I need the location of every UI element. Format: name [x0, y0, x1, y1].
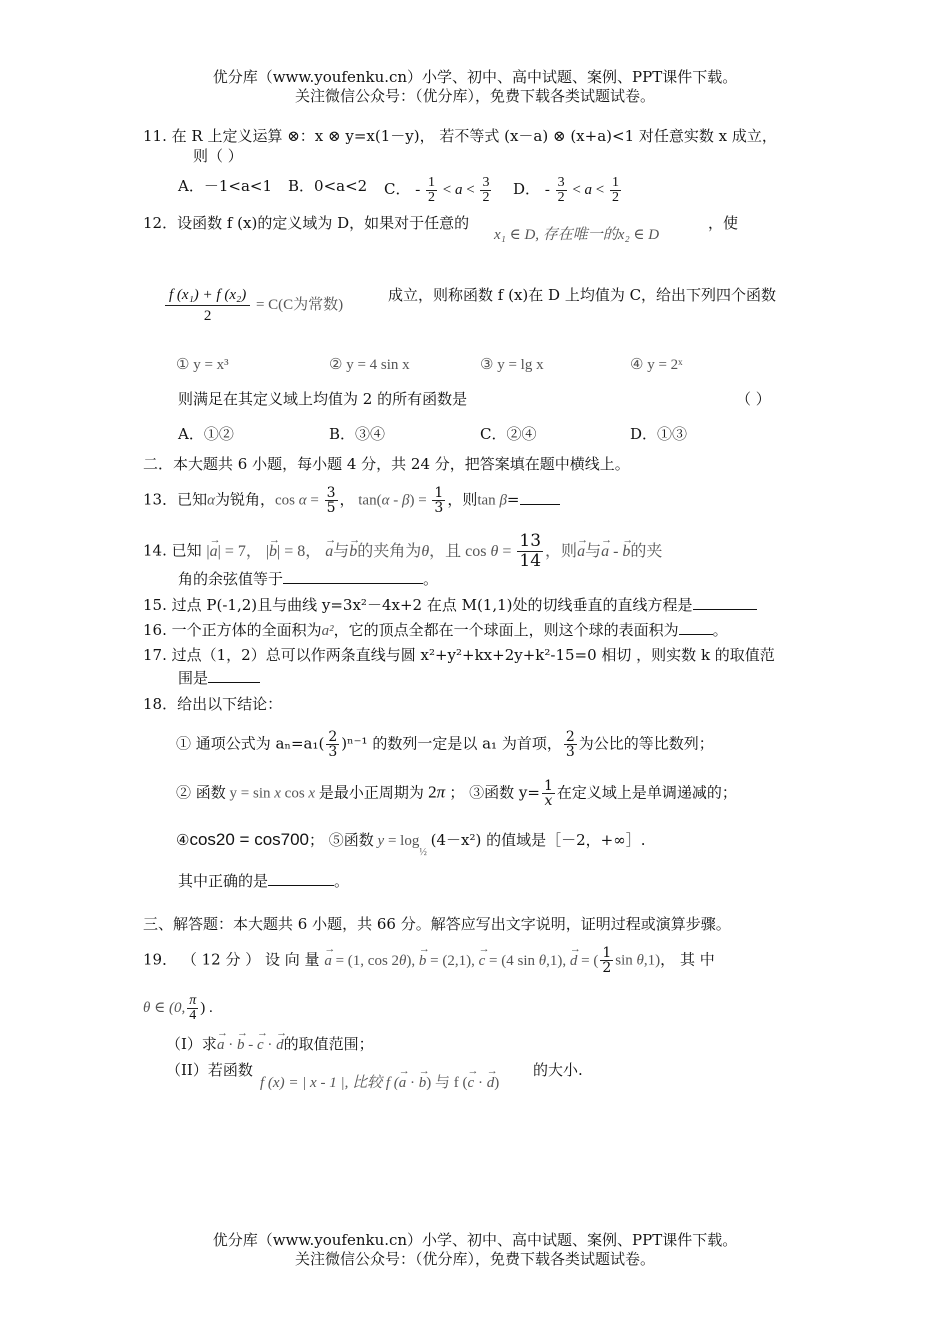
- q13: 13．已知α为锐角，cos α = $\frac{3}{5}$ ， tan(α - β) = $\frac{1}{3}$ ，则tan β=: [143, 486, 560, 515]
- footer-line-2: 关注微信公众号：（优分库），免费下载各类试题试卷。: [294, 1250, 655, 1268]
- q13-text-1: 13．已知: [143, 490, 208, 509]
- q12-option-b: B．③④: [329, 425, 386, 443]
- q11-option-a: A．－1<a<1: [178, 177, 272, 195]
- q17-line-2: [178, 668, 260, 688]
- q18-intro: 18．给出以下结论：: [143, 695, 283, 713]
- q11-option-b: B．0<a<2: [288, 177, 368, 195]
- q12-function-1: ① y = x³: [176, 357, 229, 373]
- q13-text-3: ，: [339, 490, 355, 509]
- q12-formula-rhs: = C(C为常数): [255, 296, 344, 313]
- q12-answer-paren: （ ）: [736, 390, 771, 408]
- q19-theta-range: θ ∈ (0, $\frac{\pi}{4}$ ) .: [143, 993, 213, 1023]
- q17-line-1: 17. 过点（1，2）总可以作两条直线与圆 x²+y²+kx+2y+k²-15=0 相切 ，则实数 k 的取值范: [143, 646, 775, 664]
- q19-text-2: ， 其 中: [660, 950, 715, 969]
- q19-part-2-text-c: ) 与 f (: [426, 1075, 468, 1091]
- q11-option-d: [513, 176, 623, 205]
- q12-function-3: ③ y = lg x: [480, 357, 544, 373]
- q18-c4-text-a: ④: [176, 831, 190, 849]
- q12-question: 则满足在其定义域上均值为 2 的所有函数是: [178, 390, 468, 408]
- q12-function-2: ② y = 4 sin x: [329, 357, 410, 373]
- q12-function-4: ④ y = 2ˣ: [630, 357, 683, 373]
- q19-part-2-text-a: （II）若函数: [166, 1061, 253, 1079]
- q18-conclusion-2-3: ② 函数 y = sin x cos x 是最小正周期为 2π ； ③函数 y= $\frac{1}{x}$ 在定义域上是单调递减的；: [176, 778, 737, 809]
- q18-c2-text-a: ② 函数: [176, 783, 226, 802]
- q18-c1-text-c: 为公比的等比数列；: [578, 734, 714, 753]
- q18-c1-text-a: ① 通项公式为 aₙ=a₁(: [176, 734, 325, 753]
- header-line-2: 关注微信公众号：（优分库），免费下载各类试题试卷。: [294, 87, 655, 105]
- part-3-heading: 三、解答题：本大题共 6 小题，共 66 分。解答应写出文字说明，证明过程或演算步骤。: [143, 915, 731, 933]
- q18-c4-text-d: (4－x²) 的值域是［－2，+∞］.: [430, 831, 646, 849]
- q11-option-c: [384, 176, 493, 205]
- q14-text-3: 。: [423, 570, 439, 588]
- q12-stem: 12．设函数 f (x)的定义域为 D，如果对于任意的: [143, 214, 470, 232]
- q17-text-2: 围是: [178, 669, 209, 687]
- q16: 16. 一个正方体的全面积为a²，它的顶点全都在一个球面上，则这个球的表面积为 。: [143, 621, 728, 639]
- q15: [143, 595, 757, 615]
- q12-formula: $\frac{\text{f (x₁) + f (x₂)}}{2}$ = C(C为常数): [163, 285, 343, 326]
- q13-text-5: =: [506, 490, 520, 509]
- q18-end-text: 。: [334, 872, 350, 890]
- q19-part-1-text-a: （I）求: [166, 1035, 217, 1053]
- q19-stem: 19． （ 12 分 ） 设 向 量 → a = (1, cos 2θ), → b = (2,1), → c = (4 sin θ,1), → d = ( $\frac{1}{2}$ sin θ,1)， 其 中: [143, 946, 715, 975]
- q18-answer-blank[interactable]: [268, 871, 334, 886]
- q12-condition: x₁ ∈ D, 存在唯一的x₂ ∈ D: [494, 227, 660, 243]
- q18-conclusion-4-5: ④cos20 = cos700； ⑤函数 $y = \log_{\frac{1}{2}} (4-x^2)$ 的值域是［－2，+∞］.: [176, 830, 646, 858]
- q16-text-3: 。: [712, 621, 728, 639]
- q19-part-2-formula: f (x) = | x - 1 |, 比较 f (→ a · → b) 与 f (→ c · → d): [260, 1073, 499, 1093]
- header-line-1: 优分库（www.youfenku.cn）小学、初中、高中试题、案例、PPT课件下载。: [212, 68, 738, 86]
- q18-c4-text-c: ； ⑤函数: [309, 831, 374, 849]
- q19-part-2-text-b: f (x) = | x - 1 |, 比较 f (: [260, 1075, 399, 1091]
- q11-option-c-math: - $\frac{1}{2}$ < a < $\frac{3}{2}$: [415, 175, 490, 205]
- q11-option-c-label: C．: [384, 179, 411, 198]
- q18-conclusion-1: ① 通项公式为 aₙ=a₁( $\frac{2}{3}$ )ⁿ⁻¹ 的数列一定是以 a₁ 为首项， $\frac{2}{3}$ 为公比的等比数列；: [176, 729, 714, 760]
- q12-stem-2: 成立，则称函数 f (x)在 D 上均值为 C，给出下列四个函数: [388, 286, 777, 304]
- q18-final: [178, 871, 349, 891]
- q16-text-2: ，它的顶点全都在一个球面上，则这个球的表面积为: [333, 621, 679, 639]
- q18-c2-text-b: 是最小正周期为: [318, 783, 424, 802]
- q13-text-4: ，则: [447, 490, 478, 509]
- q11-option-d-math: - $\frac{3}{2}$ < a < $\frac{1}{2}$: [544, 175, 619, 205]
- q13-answer-blank[interactable]: [520, 490, 560, 505]
- q13-text-2: 为锐角，: [214, 490, 275, 509]
- q19-part-1-text-b: 的取值范围；: [283, 1035, 374, 1053]
- q11-stem-2: 则（ ）: [193, 147, 243, 165]
- q15-answer-blank[interactable]: [693, 595, 757, 610]
- q14-text-1: 14. 已知: [143, 541, 202, 560]
- q12-option-a: A．①②: [178, 425, 234, 443]
- q18-conclusion-text: 其中正确的是: [178, 872, 269, 890]
- footer-line-1: 优分库（www.youfenku.cn）小学、初中、高中试题、案例、PPT课件下载。: [212, 1231, 738, 1249]
- q19-part-1: （I）求→ a · → b - → c · → d的取值范围；: [166, 1034, 374, 1055]
- q12-stem-end: ，使: [708, 214, 739, 232]
- q16-answer-blank[interactable]: [679, 620, 713, 635]
- q19-text-1: 19． （ 12 分 ） 设 向 量: [143, 950, 320, 969]
- q19-part-2: [166, 1060, 253, 1080]
- q18-c2-text-c: ； ③函数 y=: [449, 783, 540, 802]
- q16-text-1: 16. 一个正方体的全面积为: [143, 621, 322, 639]
- q19-theta-text: θ ∈ (0,: [143, 999, 186, 1016]
- q18-c1-text-b: )ⁿ⁻¹ 的数列一定是以 a₁ 为首项，: [341, 734, 562, 753]
- q12-option-c: C．②④: [480, 425, 537, 443]
- q14-line-2: [178, 569, 438, 589]
- q19-part-2-text-d: ): [494, 1075, 500, 1091]
- q19-part-2-end: 的大小.: [533, 1061, 583, 1079]
- q12-option-d: D．①③: [630, 425, 688, 443]
- q11-option-d-label: D．: [513, 179, 541, 198]
- part-2-heading: 二．本大题共 6 小题，每小题 4 分，共 24 分，把答案填在题中横线上。: [143, 455, 630, 473]
- q14-text-2: 角的余弦值等于: [178, 570, 284, 588]
- q11-stem: 11. 在 R 上定义运算 ⊗：x ⊗ y=x(1－y)， 若不等式 (x－a) ⊗ (x+a)<1 对任意实数 x 成立，: [143, 127, 777, 145]
- q15-text: 15. 过点 P(-1,2)且与曲线 y=3x²－4x+2 在点 M(1,1)处的切线垂直的直线方程是: [143, 596, 693, 614]
- q18-c4-math: cos20 = cos700: [189, 830, 310, 849]
- q17-answer-blank[interactable]: [208, 668, 260, 683]
- q14: 14. 已知 |→ a| = 7， |→ b| = 8， → a与→ b的夹角为θ，且 cos θ = $\frac{13}{14}$ ，则→ a与→ a - → b的夹: [143, 532, 662, 571]
- q14-answer-blank[interactable]: [283, 569, 423, 584]
- q18-c2-text-d: 在定义域上是单调递减的；: [556, 783, 737, 802]
- q19-theta-end: ) .: [200, 999, 213, 1016]
